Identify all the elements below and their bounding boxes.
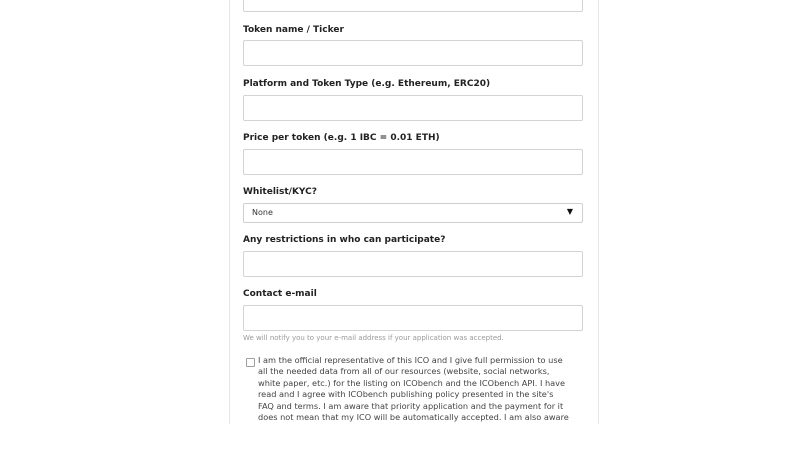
participation-restrictions-input[interactable] xyxy=(243,251,583,277)
contact-email-input[interactable] xyxy=(243,305,583,331)
whitelist-kyc-label: Whitelist/KYC? xyxy=(243,187,317,197)
token-name-label: Token name / Ticker xyxy=(243,25,344,35)
consent-checkbox[interactable] xyxy=(246,358,255,367)
price-per-token-input[interactable] xyxy=(243,149,583,175)
contact-email-label: Contact e-mail xyxy=(243,289,317,299)
whitelist-kyc-select[interactable] xyxy=(243,203,583,223)
participation-restrictions-label: Any restrictions in who can participate? xyxy=(243,235,446,245)
previous-field-input[interactable] xyxy=(243,0,583,12)
token-name-input[interactable] xyxy=(243,40,583,66)
caret-down-icon: ▼ xyxy=(566,207,573,216)
ico-application-form xyxy=(229,0,599,424)
whitelist-kyc-selected-value: None xyxy=(252,208,273,217)
email-help-text: We will notify you to your e-mail address if your application was accepted. xyxy=(243,334,504,342)
platform-token-type-label: Platform and Token Type (e.g. Ethereum, ERC20) xyxy=(243,79,491,89)
platform-token-type-input[interactable] xyxy=(243,95,583,121)
price-per-token-label: Price per token (e.g. 1 IBC = 0.01 ETH) xyxy=(243,133,440,143)
consent-text: I am the official representative of this ICO and I give full permission to use all the needed data from all of our resources (website, social networks, white paper, etc.) for the listing on ICObench and the ICObench API. I have read and I agree with ICObench publishing policy presented in the site's FAQ and terms. I am aware that priority application and the payment for it does not mean that my ICO will be automatically accepted. I am also aware xyxy=(258,355,569,423)
